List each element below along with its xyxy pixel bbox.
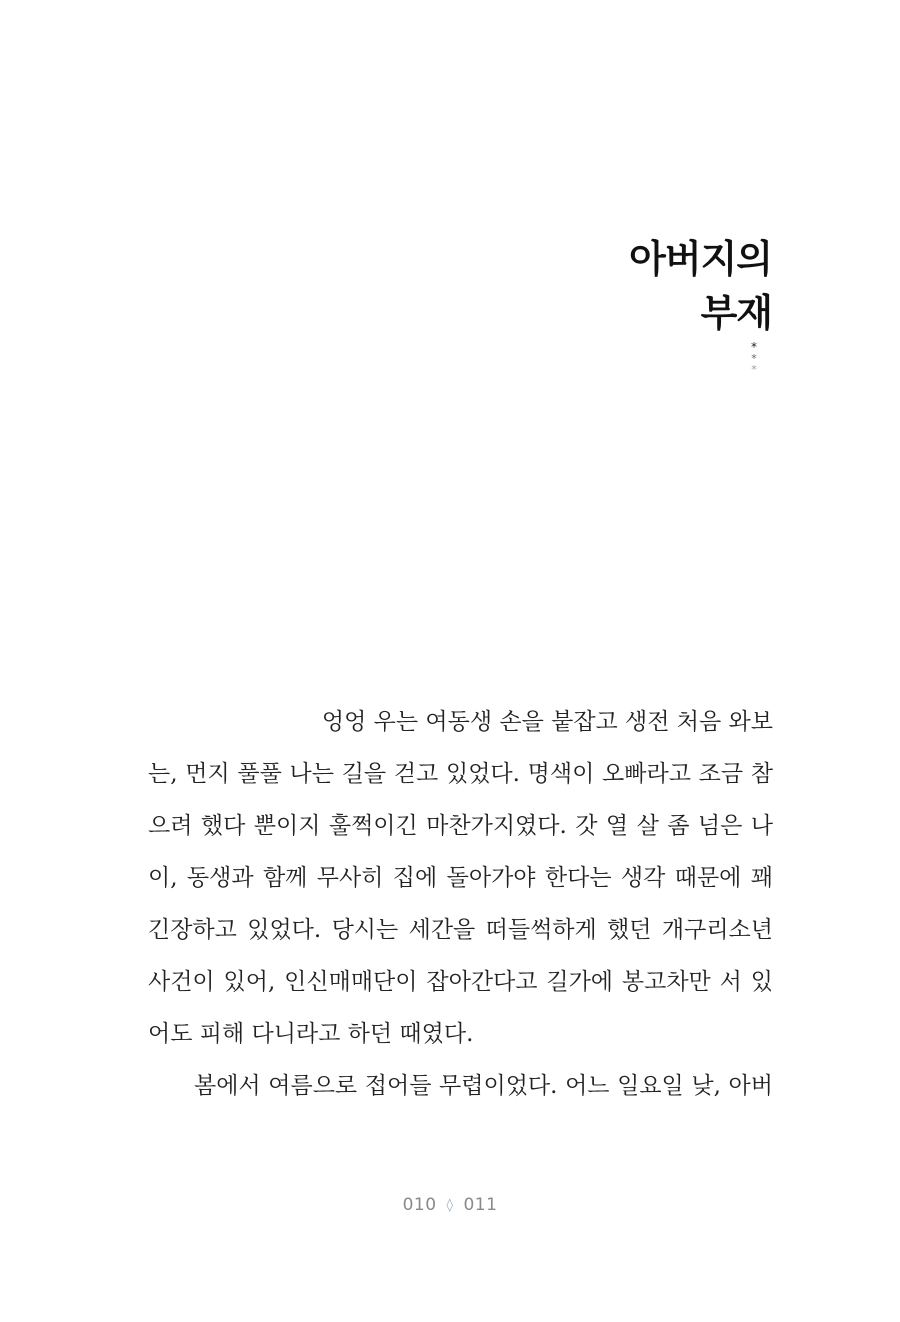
- left-page-number: 010: [402, 1195, 437, 1215]
- paragraph-line: 사건이 있어, 인신매매단이 잡아간다고 길가에 봉고차만 서 있: [148, 969, 773, 995]
- asterism-ornament: [748, 342, 760, 375]
- paragraph-line: 봄에서 여름으로 접어들 무렵이었다. 어느 일요일 낮, 아버: [194, 1073, 773, 1099]
- paragraph-line: 어도 피해 다니라고 하던 때였다.: [148, 1021, 474, 1047]
- chapter-title-line-2: 부재: [700, 291, 772, 335]
- diamond-separator-icon: ◊: [446, 1198, 454, 1213]
- paragraph-line: 이, 동생과 함께 무사히 집에 돌아가야 한다는 생각 때문에 꽤: [148, 865, 773, 891]
- ornament-star-3: *: [751, 363, 757, 376]
- ornament-star-2: *: [751, 352, 757, 365]
- page-numbers: [0, 1195, 900, 1215]
- paragraph-line: 엉엉 우는 여동생 손을 붙잡고 생전 처음 와보: [321, 709, 773, 735]
- right-page-number: 011: [463, 1195, 498, 1215]
- chapter-title-line-1: 아버지의: [629, 237, 772, 281]
- paragraph-line: 으려 했다 뿐이지 훌쩍이긴 마찬가지였다. 갓 열 살 좀 넘은 나: [148, 813, 773, 839]
- paragraph-line: 긴장하고 있었다. 당시는 세간을 떠들썩하게 했던 개구리소년: [148, 917, 773, 943]
- ornament-star-1: *: [751, 340, 757, 354]
- body-text: [148, 696, 773, 1112]
- chapter-title: [629, 232, 772, 340]
- paragraph-line: 는, 먼지 풀풀 나는 길을 걷고 있었다. 명색이 오빠라고 조금 참: [148, 761, 773, 787]
